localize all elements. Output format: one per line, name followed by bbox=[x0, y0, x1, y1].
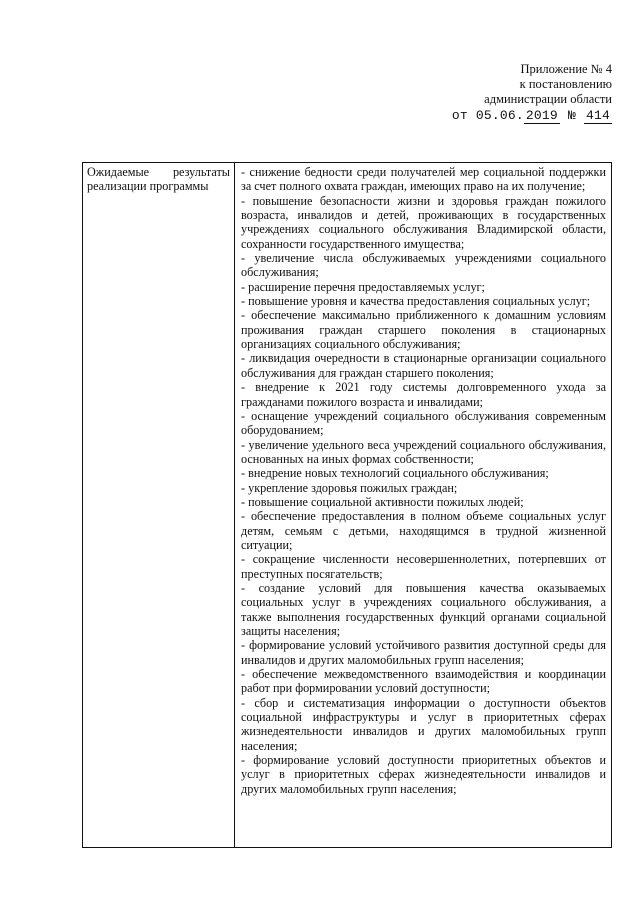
list-item: - увеличение числа обслуживаемых учреждениями социального обслуживания; bbox=[241, 251, 606, 280]
list-item: - укрепление здоровья пожилых граждан; bbox=[241, 480, 458, 495]
list-item: - внедрение к 2021 году системы долговременного ухода за гражданами пожилого возраста и инвалидами; bbox=[241, 380, 606, 409]
date-prefix: от 05.06. bbox=[451, 108, 524, 123]
appendix-subtitle: к постановлению bbox=[519, 77, 612, 91]
list-item: - формирование условий устойчивого развития доступной среды для инвалидов и других маломобильных групп населения; bbox=[241, 638, 606, 667]
list-item: - обеспечение максимально приближенного к домашним условиям проживания граждан старшего поколения в стационарных организациях социального обслуживания; bbox=[241, 308, 606, 352]
document-header bbox=[452, 62, 612, 123]
list-item: - обеспечение предоставления в полном объеме социальных услуг детям, семьям с детьми, находящимся в трудной жизненной ситуации; bbox=[241, 509, 606, 552]
number-sign: № bbox=[567, 108, 576, 123]
list-item: - снижение бедности среди получателей мер социальной поддержки за счет полного охвата граждан, имеющих право на их получение; bbox=[241, 165, 606, 194]
list-item: - повышение социальной активности пожилых людей; bbox=[241, 494, 524, 509]
list-item: - создание условий для повышения качества оказываемых социальных услуг в учреждениях социального обслуживания, а также выполнения государственных функций органами социальной защиты населения; bbox=[241, 580, 606, 638]
list-item: - сбор и систематизация информации о доступности объектов социальной инфраструктуры и услуг в приоритетных сферах жизнедеятельности инвалидов и других маломобильных групп населения; bbox=[241, 695, 606, 753]
list-item: - повышение безопасности жизни и здоровья граждан пожилого возраста, инвалидов и детей, проживающих в государственных учреждениях социального обслуживания Владимирской области, сохранности государственного имущества; bbox=[241, 193, 606, 251]
list-item: - ликвидация очередности в стационарные организации социального обслуживания для граждан старшего поколения; bbox=[241, 351, 606, 380]
list-item: - сокращение численности несовершеннолетних, потерпевших от преступных посягательств; bbox=[241, 552, 606, 581]
appendix-authority: администрации области bbox=[484, 92, 612, 106]
list-item: - повышение уровня и качества предоставления социальных услуг; bbox=[241, 294, 591, 309]
date-year: 2019 bbox=[525, 108, 558, 123]
decree-date-number bbox=[452, 108, 612, 123]
list-item: - формирование условий доступности приоритетных объектов и услуг в приоритетных сферах жизнедеятельности инвалидов и других маломобильных групп населения; bbox=[241, 753, 606, 796]
appendix-title: Приложение № 4 bbox=[520, 62, 612, 76]
decree-number: 414 bbox=[585, 108, 610, 123]
list-item: - увеличение удельного веса учреждений социального обслуживания, основанных на иных формах собственности; bbox=[241, 437, 606, 466]
table-label-cell bbox=[83, 163, 235, 847]
list-item: - оснащение учреждений социального обслуживания современным оборудованием; bbox=[241, 408, 606, 438]
results-table bbox=[82, 162, 612, 848]
list-item: - обеспечение межведомственного взаимодействия и координации работ при формировании условий доступности; bbox=[241, 667, 606, 696]
label-line-2: реализации программы bbox=[87, 179, 209, 193]
table-content-cell bbox=[235, 163, 611, 847]
list-item: - внедрение новых технологий социального обслуживания; bbox=[241, 466, 549, 481]
list-item: - расширение перечня предоставляемых услуг; bbox=[241, 279, 485, 294]
label-line-1: Ожидаемые результаты bbox=[87, 165, 230, 179]
